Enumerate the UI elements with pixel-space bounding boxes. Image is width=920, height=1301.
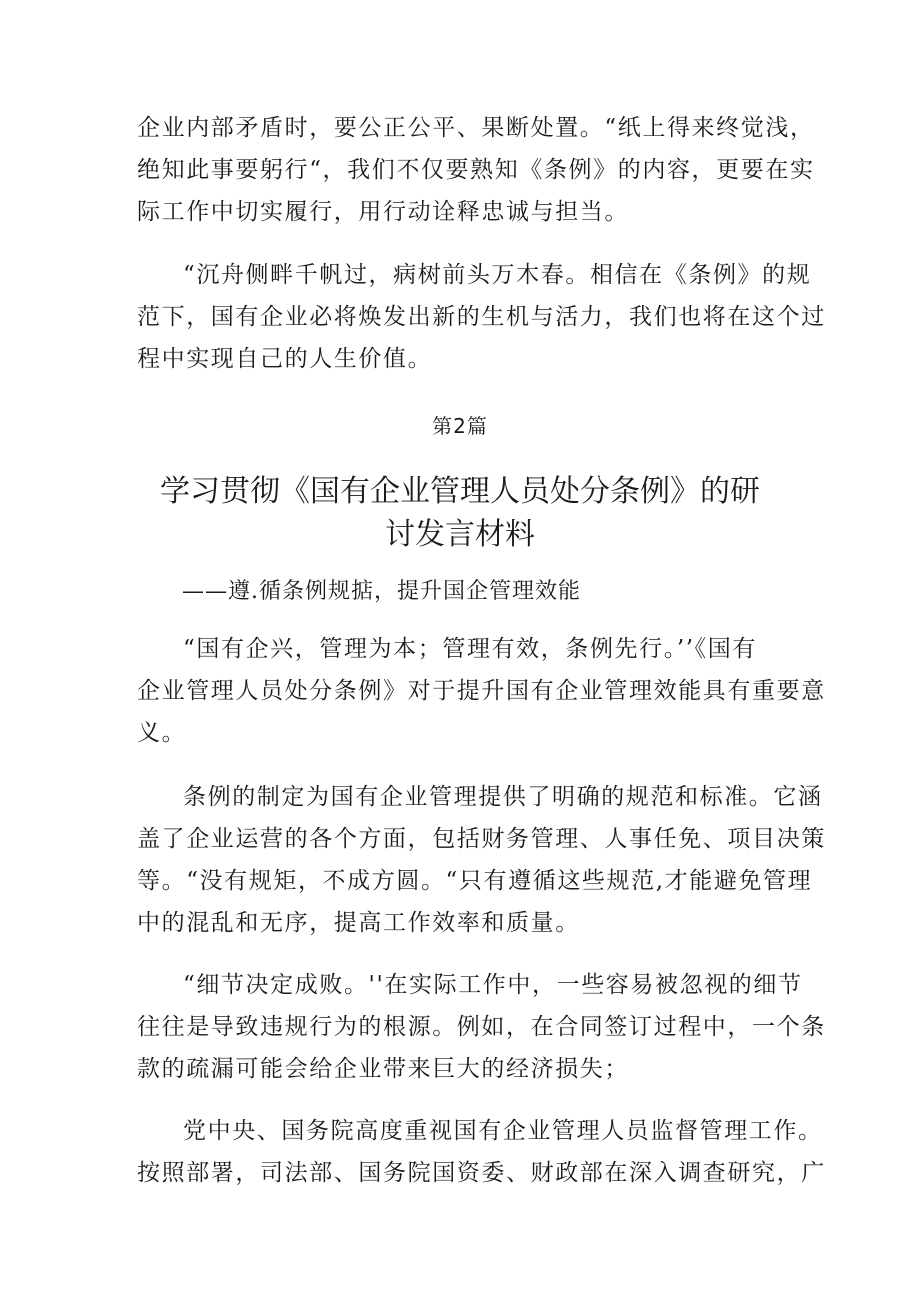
paragraph-line: 中的混乱和无序，提高工作效率和质量。 bbox=[137, 910, 580, 936]
paragraph-3 bbox=[137, 628, 826, 754]
paragraph-4 bbox=[137, 776, 826, 944]
paragraph-2 bbox=[137, 254, 826, 380]
document-subtitle: ——遵.循条例规掂，提升国企管理效能 bbox=[182, 579, 581, 604]
paragraph-line: 程中实现自己的人生价值。 bbox=[137, 346, 433, 372]
paragraph-5 bbox=[137, 964, 826, 1090]
paragraph-line: 企业内部矛盾时，要公正公平、果断处置。“纸上得来终觉浅， bbox=[137, 115, 815, 141]
paragraph-line: 企业管理人员处分条例》对于提升国有企业管理效能具有重要意 bbox=[137, 678, 826, 704]
paragraph-6 bbox=[137, 1110, 826, 1194]
paragraph-line: 往往是导致违规行为的根源。例如，在合同签订过程中，一个条 bbox=[137, 1014, 826, 1040]
paragraph-1 bbox=[137, 107, 815, 233]
title-line-1: 学习贯彻《国有企业管理人员处分条例》的研 bbox=[160, 474, 760, 509]
section-label: 第2篇 bbox=[432, 414, 488, 438]
paragraph-line: 盖了企业运营的各个方面，包括财务管理、人事任免、项目决策 bbox=[137, 826, 826, 852]
paragraph-line: 范下，国有企业必将焕发出新的生机与活力，我们也将在这个过 bbox=[137, 304, 826, 330]
paragraph-line: 条例的制定为国有企业管理提供了明确的规范和标准。它涵 bbox=[183, 784, 823, 810]
paragraph-line: 款的疏漏可能会给企业带来巨大的经济损失； bbox=[137, 1056, 629, 1082]
paragraph-line: 际工作中切实履行，用行动诠释忠诚与担当。 bbox=[137, 199, 629, 225]
paragraph-line: “国有企兴，管理为本；管理有效，条例先行。’’《国有 bbox=[183, 636, 757, 662]
document-title bbox=[0, 470, 920, 556]
paragraph-line: 党中央、国务院高度重视国有企业管理人员监督管理工作。 bbox=[183, 1118, 823, 1144]
paragraph-line: “细节决定成败。''在实际工作中，一些容易被忽视的细节 bbox=[183, 972, 803, 998]
title-line-2: 讨发言材料 bbox=[385, 517, 535, 552]
paragraph-line: 等。“没有规矩，不成方圆。“只有遵循这些规范,才能避免管理 bbox=[137, 868, 813, 894]
paragraph-line: “沉舟侧畔千帆过，病树前头万木春。相信在《条例》的规 bbox=[183, 262, 812, 288]
paragraph-line: 绝知此事要躬行“，我们不仅要熟知《条例》的内容，更要在实 bbox=[137, 157, 815, 183]
paragraph-line: 义。 bbox=[137, 720, 187, 746]
paragraph-line: 按照部署，司法部、国务院国资委、财政部在深入调查研究，广 bbox=[137, 1160, 826, 1186]
